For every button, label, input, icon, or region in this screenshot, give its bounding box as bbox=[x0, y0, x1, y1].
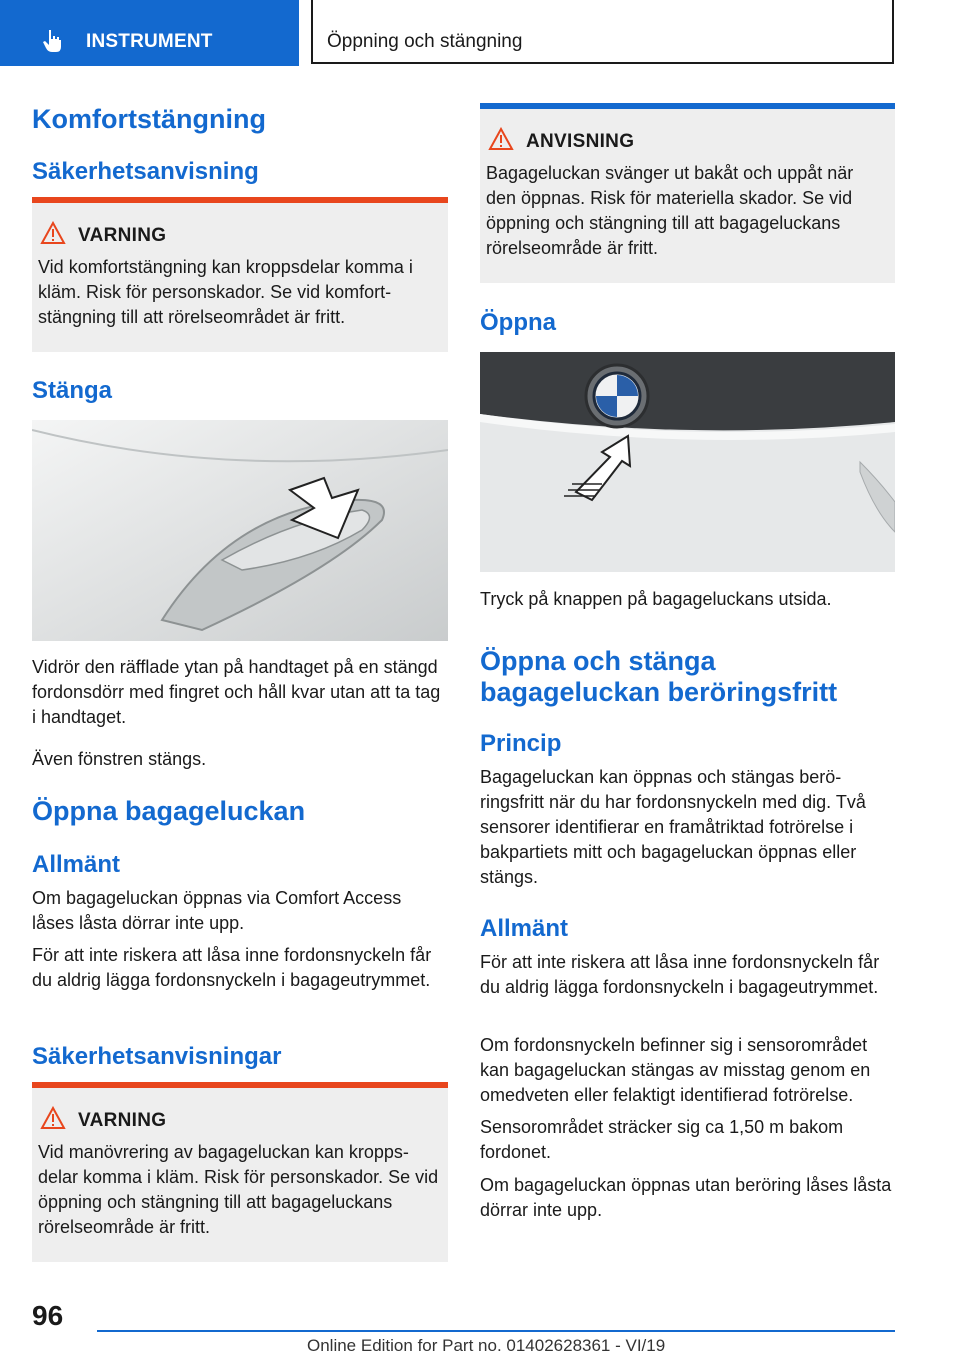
warning-text: Vid manövrering av bagageluckan kan kroppsdelar komma i kläm. Risk för personskador. Se vid öppning och stängning till att bagageluckans rörelseområde är fritt. bbox=[38, 1142, 439, 1237]
heading-allmant-right: Allmänt bbox=[480, 915, 569, 942]
paragraph-general-1: Om bagageluckan öppnas via Comfort Access låses låsta dörrar inte upp. bbox=[32, 888, 402, 933]
warning-bar bbox=[32, 1082, 448, 1088]
heading-touchless: Öppna och stänga bagageluckan beröringsfritt bbox=[480, 646, 838, 707]
paragraph-principle: Bagageluckan kan öppnas och stängas beröringsfritt när du har fordonsnyckeln med dig. Två sensorer identifierar en framåtriktad fotrörelse i bakpartiets mitt och bagageluckan öppnas eller stängs. bbox=[480, 767, 866, 887]
door-handle-image bbox=[32, 420, 448, 641]
chapter-header bbox=[311, 0, 894, 64]
section-label: INSTRUMENT bbox=[86, 31, 213, 52]
trunk-button-image bbox=[480, 352, 895, 572]
paragraph-close-2: Även fönstren stängs. bbox=[32, 749, 207, 769]
warning-box-2 bbox=[32, 1082, 448, 1262]
warning-title: VARNING bbox=[78, 225, 167, 246]
note-bar bbox=[480, 103, 895, 109]
heading-sakerhetsanvisning: Säkerhetsanvisning bbox=[32, 158, 259, 185]
paragraph-general-r3: Sensorområdet sträcker sig ca 1,50 m bakom fordonet. bbox=[480, 1117, 844, 1162]
footer-divider bbox=[97, 1330, 895, 1332]
paragraph-general-2: För att inte riskera att låsa inne fordonsnyckeln får du aldrig lägga fordonsnyckeln i bagageutrymmet. bbox=[32, 945, 432, 990]
note-box bbox=[480, 103, 895, 283]
paragraph-close-1: Vidrör den räfflade ytan på handtaget på en stängd fordonsdörr med fingret och håll kvar utan att ta tag i handtaget. bbox=[32, 657, 441, 727]
warning-triangle-icon bbox=[40, 1106, 66, 1130]
paragraph-general-r2: Om fordonsnyckeln befinner sig i sensorområdet kan bagageluckan stängas av misstag genom en omedveten eller felaktigt identifierad fotrörelse. bbox=[480, 1035, 871, 1105]
warning-title: VARNING bbox=[78, 1110, 167, 1131]
edition-text: Online Edition for Part no. 01402628361 - VI/19 bbox=[307, 1336, 666, 1355]
warning-text: Vid komfortstängning kan kroppsdelar komma i kläm. Risk för personskador. Se vid komfortstängning till att rörelseområdet är fritt. bbox=[38, 257, 413, 327]
heading-princip: Princip bbox=[480, 730, 562, 757]
heading-stanga: Stänga bbox=[32, 377, 113, 404]
warning-box-1 bbox=[32, 197, 448, 352]
hand-pointer-icon bbox=[40, 28, 66, 54]
heading-oppna-bagageluckan: Öppna bagageluckan bbox=[32, 796, 306, 826]
paragraph-general-r4: Om bagageluckan öppnas utan beröring låses låsta dörrar inte upp. bbox=[480, 1175, 892, 1220]
heading-oppna: Öppna bbox=[480, 309, 556, 336]
section-tab[interactable] bbox=[0, 0, 299, 66]
paragraph-general-r1: För att inte riskera att låsa inne fordonsnyckeln får du aldrig lägga fordonsnyckeln i bagageutrymmet. bbox=[480, 952, 880, 997]
chapter-title: Öppning och stängning bbox=[327, 31, 523, 52]
page-number: 96 bbox=[32, 1300, 64, 1331]
paragraph-open: Tryck på knappen på bagageluckans utsida. bbox=[480, 589, 832, 609]
warning-triangle-icon bbox=[40, 221, 66, 245]
warning-bar bbox=[32, 197, 448, 203]
note-text: Bagageluckan svänger ut bakåt och uppåt när den öppnas. Risk för materiella skador. Se vid öppning och stängning till att bagageluckans rörelseområde är fritt. bbox=[486, 163, 854, 258]
note-title: ANVISNING bbox=[526, 131, 635, 152]
heading-komfortstangning: Komfortstängning bbox=[32, 104, 266, 134]
heading-sakerhetsanvisningar: Säkerhetsanvisningar bbox=[32, 1043, 282, 1070]
warning-triangle-icon bbox=[488, 127, 514, 151]
heading-allmant-left: Allmänt bbox=[32, 851, 121, 878]
